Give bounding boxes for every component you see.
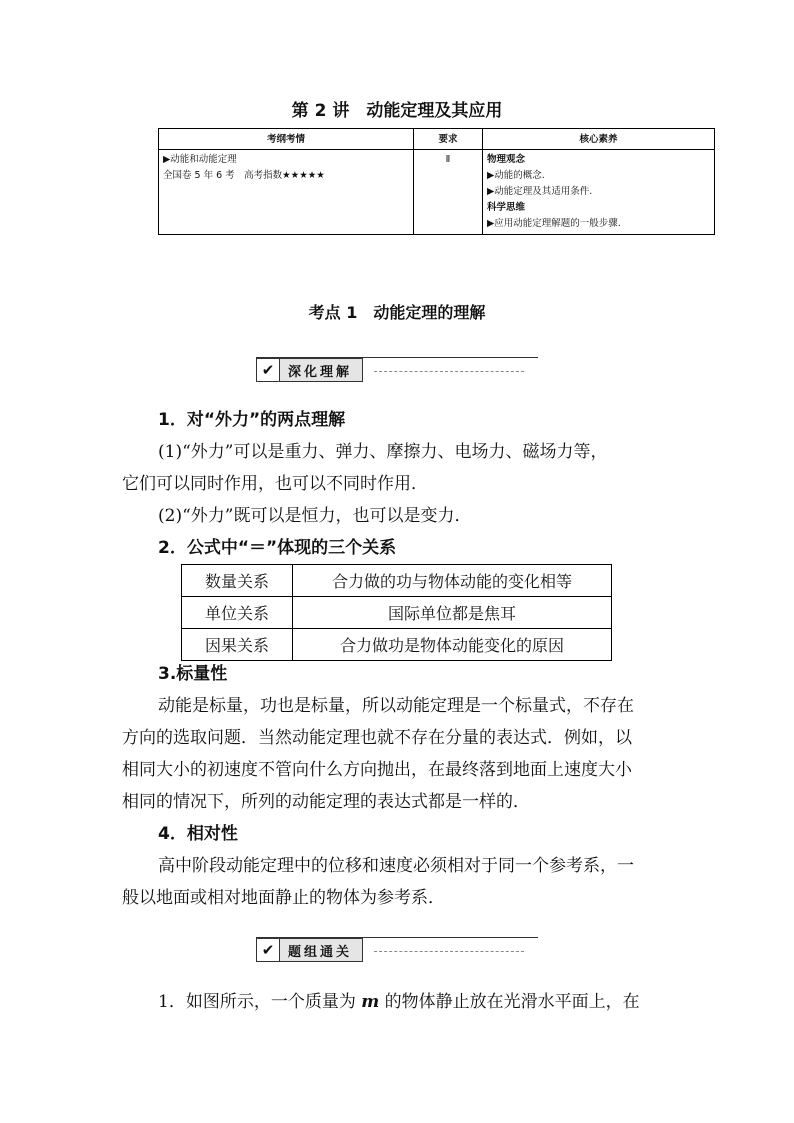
badge-label: 题组通关 — [288, 944, 353, 960]
core-item: ▶动能定理及其适用条件. — [487, 186, 593, 197]
badge-dashed-line — [374, 951, 524, 952]
question-1 — [158, 986, 718, 1018]
core-literacy-cell — [483, 150, 715, 235]
relation-value: 合力做功是物体动能变化的原因 — [293, 629, 612, 661]
heading-relativity: 4．相对性 — [158, 824, 238, 844]
relation-value: 合力做的功与物体动能的变化相等 — [293, 565, 612, 597]
table-row — [182, 629, 612, 661]
mass-variable: m — [361, 992, 380, 1012]
syllabus-stats: 全国卷 5 年 6 考 高考指数★★★★★ — [163, 170, 325, 181]
exercise-group-badge — [256, 938, 538, 962]
paragraph-line: 方向的选取问题．当然动能定理也就不存在分量的表达式．例如，以 — [122, 728, 632, 748]
question-text: 的物体静止放在光滑水平面上，在 — [379, 992, 640, 1012]
requirement-level: Ⅱ — [414, 150, 483, 235]
core-item: ▶应用动能定理解题的一般步骤. — [487, 218, 621, 229]
paragraph-line: 高中阶段动能定理中的位移和速度必须相对于同一个参考系，一 — [158, 856, 634, 876]
paragraph-line: 般以地面或相对地面静止的物体为参考系． — [122, 888, 445, 908]
question-text: 1．如图所示，一个质量为 — [158, 992, 362, 1012]
header-requirement: 要求 — [414, 129, 483, 150]
relation-key: 单位关系 — [182, 597, 293, 629]
heading-external-force: 1．对“外力”的两点理解 — [158, 410, 346, 430]
paragraph-line: 相同大小的初速度不管向什么方向抛出，在最终落到地面上速度大小 — [122, 760, 632, 780]
relations-table — [181, 564, 612, 661]
document-title: 第 2 讲 动能定理及其应用 — [291, 101, 503, 121]
relation-key: 因果关系 — [182, 629, 293, 661]
core-item: ▶动能的概念. — [487, 170, 545, 181]
relation-value: 国际单位都是焦耳 — [293, 597, 612, 629]
header-syllabus: 考纲考情 — [159, 129, 414, 150]
core-item: 物理观念 — [487, 154, 526, 165]
table-row — [182, 565, 612, 597]
paragraph-line: 动能是标量，功也是标量，所以动能定理是一个标量式，不存在 — [158, 696, 634, 716]
paragraph-line: 相同的情况下，所列的动能定理的表达式都是一样的． — [122, 792, 530, 812]
syllabus-cell — [159, 150, 414, 235]
header-core-literacy: 核心素养 — [483, 129, 715, 150]
core-item: 科学思维 — [487, 202, 526, 213]
syllabus-row — [159, 150, 715, 235]
syllabus-table — [158, 128, 715, 235]
badge-dashed-line — [374, 371, 524, 372]
paragraph-line: (1)“外力”可以是重力、弹力、摩擦力、电场力、磁场力等， — [158, 442, 608, 462]
badge-label: 深化理解 — [288, 364, 353, 380]
table-row — [182, 597, 612, 629]
check-icon: ✔ — [257, 359, 280, 381]
paragraph-line: 它们可以同时作用，也可以不同时作用． — [122, 474, 428, 494]
badge-box — [256, 938, 363, 962]
heading-three-relations: 2．公式中“＝”体现的三个关系 — [158, 538, 397, 558]
badge-box — [256, 358, 363, 382]
section-title: 考点 1 动能定理的理解 — [308, 303, 486, 322]
syllabus-topic: ▶动能和动能定理 — [163, 154, 237, 165]
syllabus-header-row — [159, 129, 715, 150]
check-icon: ✔ — [257, 939, 280, 961]
deep-understanding-badge — [256, 358, 538, 382]
paragraph-line: (2)“外力”既可以是恒力，也可以是变力． — [158, 506, 472, 526]
heading-scalar: 3.标量性 — [158, 664, 228, 684]
relation-key: 数量关系 — [182, 565, 293, 597]
